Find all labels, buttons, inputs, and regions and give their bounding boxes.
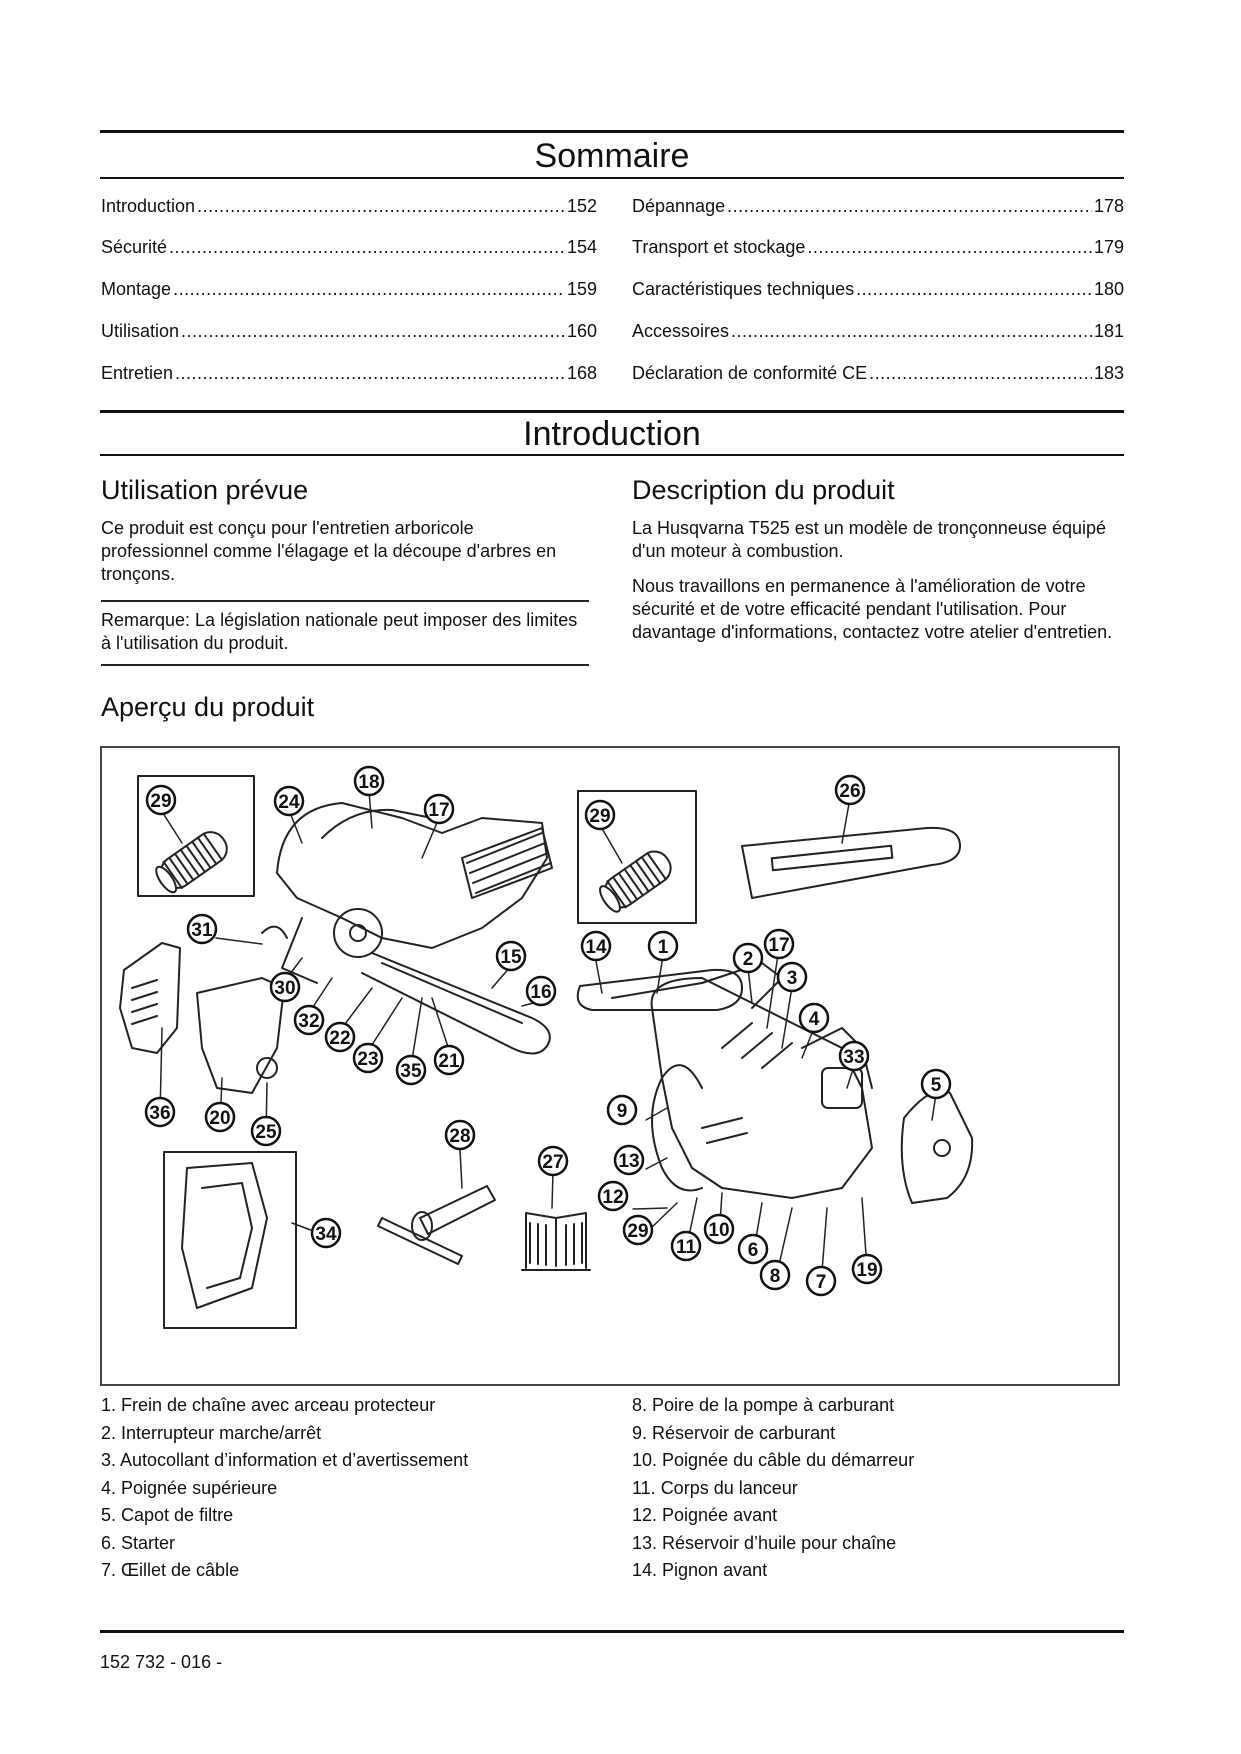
callout-label: 14: [585, 937, 607, 958]
toc-entry-page: 160: [566, 321, 597, 341]
legend-item: 5. Capot de filtre: [101, 1505, 234, 1525]
spare-guide-bar-drawing: [742, 828, 960, 898]
manual-book-drawing: [522, 1213, 590, 1270]
callout-label: 4: [808, 1009, 820, 1030]
callout-label: 22: [329, 1028, 351, 1049]
legend-item: 13. Réservoir d’huile pour chaîne: [632, 1532, 897, 1553]
toc-entry-label: Déclaration de conformité CE: [632, 363, 868, 383]
callout-label: 35: [400, 1061, 422, 1082]
toc-entry[interactable]: [101, 278, 597, 300]
legend-item: 14. Pignon avant: [632, 1560, 768, 1580]
callout-label: 25: [255, 1122, 277, 1143]
callout-label: 17: [428, 800, 450, 821]
toc-entry-label: Sécurité: [101, 237, 168, 257]
description-text-1: La Husqvarna T525 est un modèle de tronçonneuse équipé d'un moteur à combustion.: [632, 518, 1107, 561]
callout-label: 24: [278, 792, 300, 813]
legend-left: [101, 1392, 468, 1585]
toc-entry-label: Transport et stockage: [632, 237, 806, 257]
callout-label: 1: [657, 937, 669, 958]
callout-label: 30: [274, 978, 296, 999]
callout-label: 27: [542, 1152, 564, 1173]
callout-label: 34: [315, 1224, 337, 1245]
callout-label: 29: [589, 806, 611, 827]
callout-label: 17: [768, 935, 790, 956]
side-cover-drawing: [120, 943, 180, 1053]
legend-item: 12. Poignée avant: [632, 1505, 778, 1525]
legend-item: 8. Poire de la pompe à carburant: [632, 1395, 895, 1415]
usage-heading: Utilisation prévue: [101, 475, 309, 505]
cover-detail-inset-box: [164, 1152, 296, 1328]
filter-cover-drawing: [902, 1091, 972, 1203]
toc-entry-label: Montage: [101, 279, 172, 299]
toc-entry[interactable]: [632, 320, 1124, 342]
description-text-2: Nous travaillons en permanence à l'amélioration de votre sécurité et de votre efficacité pendant l'utilisation. Pour davantage d'informations, contactez votre atelier d'entretien.: [632, 576, 1113, 642]
callout-label: 29: [150, 791, 172, 812]
toc-entry[interactable]: [632, 362, 1124, 384]
toc-entry-page: 181: [1093, 321, 1124, 341]
toc-entry-label: Caractéristiques techniques: [632, 279, 855, 299]
legend-item: 11. Corps du lanceur: [632, 1477, 798, 1498]
note-top-rule: [101, 600, 589, 602]
callout-label: 31: [191, 920, 213, 941]
legend-right: [632, 1392, 914, 1585]
toc-entry-label: Entretien: [101, 363, 174, 383]
callout-label: 6: [747, 1240, 759, 1261]
callout-label: 32: [298, 1011, 320, 1032]
legend-item: 10. Poignée du câble du démarreur: [632, 1450, 915, 1470]
toc-bottom-rule: [100, 177, 1124, 179]
callout-label: 12: [602, 1187, 624, 1208]
callout-label: 13: [618, 1151, 640, 1172]
intro-title: Introduction: [523, 415, 701, 453]
callout-label: 28: [449, 1126, 471, 1147]
footer-rule: [100, 1630, 1124, 1633]
toc-entry-label: Introduction: [101, 196, 196, 216]
callout-label: 21: [438, 1051, 460, 1072]
toc-entry[interactable]: [101, 236, 597, 258]
callout-label: 3: [786, 968, 798, 989]
toc-entry[interactable]: [101, 320, 597, 342]
chain-brake-cover-drawing: [197, 978, 284, 1093]
grip-left-drawing: [152, 826, 233, 896]
overview-heading: Aperçu du produit: [101, 692, 315, 722]
note-label: Remarque:: [101, 610, 191, 630]
toc-entry-page: 152: [566, 196, 597, 216]
callout-label: 26: [839, 781, 861, 802]
toc-entry-page: 180: [1093, 279, 1124, 299]
legend-item: 3. Autocollant d’information et d’avertissement: [101, 1450, 469, 1470]
callout-label: 20: [209, 1108, 231, 1129]
callout-label: 18: [358, 772, 380, 793]
note-paragraph: [101, 609, 589, 655]
combination-wrench-drawing: [378, 1186, 495, 1264]
toc-entry-label: Utilisation: [101, 321, 180, 341]
note-text: La législation nationale peut imposer des limites à l'utilisation du produit.: [101, 610, 578, 653]
toc-entry-label: Dépannage: [632, 196, 726, 216]
toc-top-rule: [100, 130, 1124, 133]
callout-label: 16: [530, 982, 552, 1003]
callout-label: 8: [769, 1266, 781, 1287]
toc-entry[interactable]: [101, 195, 597, 217]
intro-top-rule: [100, 410, 1124, 413]
toc-entry[interactable]: [101, 362, 597, 384]
callout-label: 9: [616, 1101, 628, 1122]
toc-entry-page: 179: [1093, 237, 1124, 257]
toc-entry[interactable]: [632, 278, 1124, 300]
product-overview-figure: [100, 746, 1120, 1386]
callout-label: 15: [500, 947, 522, 968]
callout-label: 36: [149, 1103, 171, 1124]
callout-label: 5: [930, 1075, 942, 1096]
callout-label: 33: [843, 1047, 865, 1068]
callout-label: 29: [627, 1221, 649, 1242]
legend-item: 4. Poignée supérieure: [101, 1477, 278, 1498]
callout-label: 19: [856, 1260, 878, 1281]
description-heading: Description du produit: [632, 475, 895, 505]
legend-item: 1. Frein de chaîne avec arceau protecteur: [101, 1395, 436, 1415]
callout-label: 10: [708, 1220, 730, 1241]
chainsaw-diagram: [102, 748, 1118, 1384]
toc-entry-page: 159: [566, 279, 597, 299]
legend-item: 7. Œillet de câble: [101, 1560, 240, 1580]
grip-right-drawing: [596, 846, 677, 916]
toc-title: Sommaire: [534, 137, 690, 175]
toc-entry-page: 154: [566, 237, 597, 257]
toc-entry-label: Accessoires: [632, 321, 730, 341]
toc-entry-page: 168: [566, 363, 597, 383]
toc-entry[interactable]: [632, 236, 1124, 258]
note-bottom-rule: [101, 664, 589, 666]
legend-item: 2. Interrupteur marche/arrêt: [101, 1422, 322, 1443]
usage-text: Ce produit est conçu pour l'entretien arboricole professionnel comme l'élagage et la découpe d'arbres en tronçons.: [101, 518, 557, 584]
toc-entry-page: 183: [1093, 363, 1124, 383]
legend-item: 9. Réservoir de carburant: [632, 1422, 836, 1443]
callout-label: 2: [742, 949, 754, 970]
intro-bottom-rule: [100, 454, 1124, 456]
callout-label: 7: [815, 1272, 827, 1293]
callout-label: 11: [675, 1237, 697, 1258]
toc-entry[interactable]: [632, 195, 1124, 217]
toc-entry-page: 178: [1093, 196, 1124, 216]
callout-label: 23: [357, 1049, 379, 1070]
legend-item: 6. Starter: [101, 1532, 176, 1553]
footer-code: 152 732 - 016 -: [100, 1652, 223, 1672]
